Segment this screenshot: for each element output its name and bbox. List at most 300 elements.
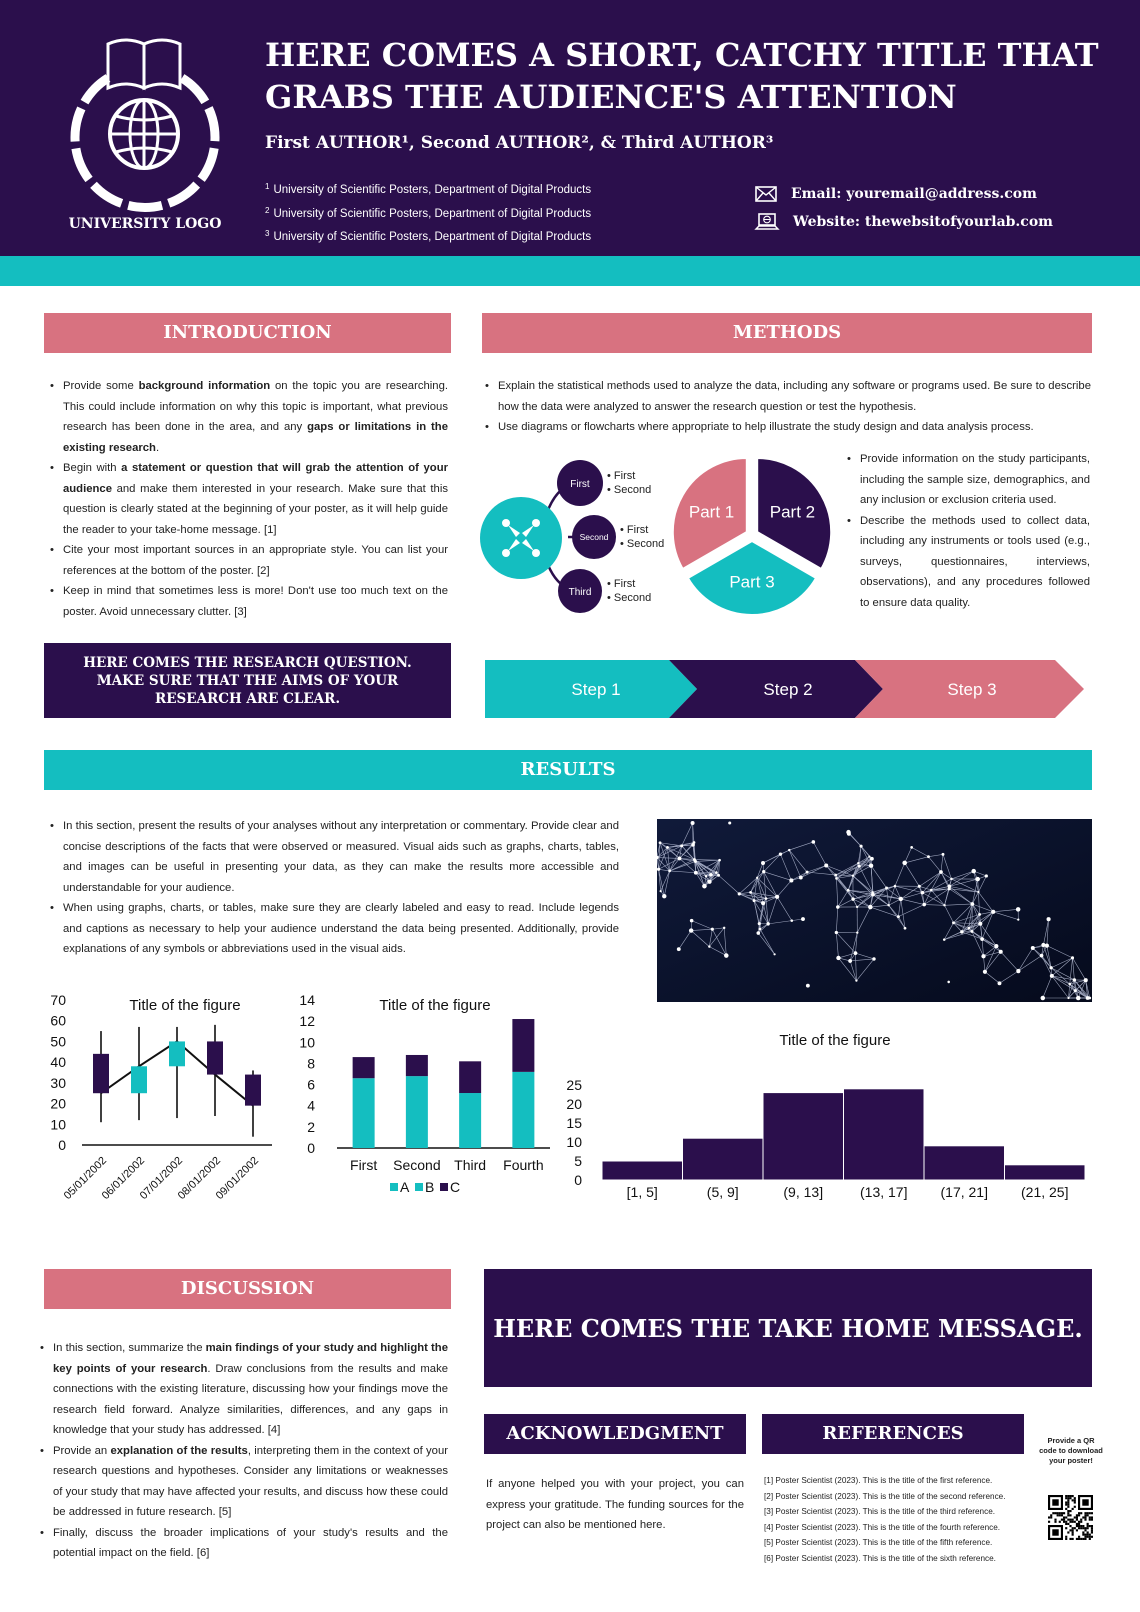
qr-module: [1048, 1516, 1050, 1518]
network-node: [659, 841, 662, 844]
step-3-label: Step 3: [947, 680, 997, 699]
network-node: [694, 871, 698, 875]
qr-module: [1065, 1536, 1067, 1538]
chart3-xtick-label: (9, 13]: [783, 1184, 824, 1200]
envelope-icon: [755, 186, 777, 202]
network-node: [927, 855, 930, 858]
qr-module: [1084, 1536, 1086, 1538]
network-node: [1088, 997, 1091, 1000]
network-node: [977, 891, 979, 893]
step-2-label: Step 2: [763, 680, 813, 699]
qr-module: [1074, 1499, 1076, 1501]
network-node: [666, 846, 669, 849]
qr-module: [1091, 1531, 1093, 1533]
network-node: [753, 899, 756, 902]
qr-module: [1091, 1519, 1093, 1521]
university-logo: [60, 30, 230, 240]
candlestick-chart: [40, 990, 290, 1235]
qr-module: [1087, 1527, 1089, 1529]
network-node: [715, 871, 718, 874]
chart1-ytick-label: 10: [50, 1116, 66, 1133]
network-node: [779, 852, 782, 855]
qr-module: [1082, 1531, 1084, 1533]
qr-module: [1067, 1523, 1069, 1525]
chart2-ytick-label: 8: [307, 1055, 315, 1072]
chart2-bar-A: [406, 1076, 428, 1148]
chart1-candle: [131, 1066, 147, 1093]
pie-label-2: Part 2: [769, 502, 816, 522]
network-node: [693, 841, 696, 844]
network-node: [978, 913, 981, 916]
chart1-ytick-label: 60: [50, 1012, 66, 1029]
qr-module: [1082, 1525, 1084, 1527]
network-node: [1084, 978, 1088, 982]
chart1-xtick-label: 05/01/2002: [61, 1154, 110, 1203]
qr-module: [1050, 1514, 1052, 1516]
tree-node-second-label: Second: [579, 532, 609, 542]
qr-module: [1069, 1529, 1071, 1531]
results-bullet-2: • When using graphs, charts, or tables, make sure they are clearly labeled and easy to read. Include legends and captions as necessary to help your audience understand the data being presented. Additionally, provide explanations of any symbols or abbreviations used in the visual aids.: [44, 898, 619, 960]
network-node: [998, 981, 1002, 985]
chart2-xtick-label: Fourth: [503, 1157, 544, 1173]
chart3-ytick-label: 10: [566, 1134, 582, 1150]
qr-module: [1061, 1512, 1063, 1514]
network-node: [668, 870, 671, 873]
qr-module: [1069, 1514, 1071, 1516]
qr-module: [1089, 1536, 1091, 1538]
qr-module: [1054, 1512, 1056, 1514]
qr-module: [1087, 1531, 1089, 1533]
network-node: [836, 956, 840, 960]
chart1-ytick-label: 0: [58, 1137, 66, 1153]
tree-sub-3b: • Second: [607, 592, 652, 604]
qr-module: [1078, 1538, 1080, 1540]
methods-pie-chart: [672, 455, 842, 620]
qr-module: [1069, 1510, 1071, 1512]
qr-module: [1063, 1521, 1065, 1523]
network-node: [689, 928, 693, 932]
website[interactable]: Website: thewebsitofyourlab.com: [793, 214, 1053, 230]
network-node: [897, 915, 900, 918]
qr-module: [1087, 1523, 1089, 1525]
chart3-bar: [1005, 1165, 1086, 1180]
qr-module: [1084, 1514, 1086, 1516]
network-node: [758, 922, 761, 925]
network-node: [759, 928, 762, 931]
qr-module: [1065, 1516, 1067, 1518]
take-home-message: HERE COMES THE TAKE HOME MESSAGE.: [484, 1269, 1092, 1387]
network-image: [657, 819, 1092, 1002]
qr-module: [1078, 1514, 1080, 1516]
pie-label-1: Part 1: [688, 502, 735, 522]
website-row: [755, 208, 1053, 236]
network-node: [870, 857, 874, 861]
qr-module: [1063, 1519, 1065, 1521]
qr-module: [1072, 1499, 1074, 1501]
qr-code-icon[interactable]: [1048, 1495, 1093, 1540]
network-node: [857, 862, 859, 864]
methods-tree-diagram: [480, 455, 690, 615]
introduction-text: [44, 376, 448, 622]
qr-module: [1065, 1527, 1067, 1529]
qr-module: [1061, 1514, 1063, 1516]
chart1-candle: [207, 1041, 223, 1074]
qr-module: [1076, 1519, 1078, 1521]
network-node: [705, 875, 707, 877]
poster-header: [0, 0, 1140, 256]
chart1-xtick-label: 09/01/2002: [213, 1154, 262, 1203]
network-node: [859, 845, 862, 848]
qr-module: [1067, 1501, 1069, 1503]
network-node: [801, 917, 805, 921]
network-node: [921, 891, 925, 895]
chart1-ytick-label: 20: [50, 1095, 66, 1112]
contact-info: [755, 180, 1053, 236]
methods-bullet-1: • Explain the statistical methods used to analyze the data, including any software or programs used. Be sure to describe how the data were analyzed to answer the research question or test the hypothesis.: [479, 376, 1091, 417]
network-node: [855, 980, 857, 982]
reference-item: [5] Poster Scientist (2023). This is the title of the fifth reference.: [764, 1538, 993, 1547]
network-node: [922, 903, 926, 907]
authors: First AUTHOR¹, Second AUTHOR², & Third AUTHOR³: [265, 133, 774, 153]
qr-module: [1067, 1506, 1069, 1508]
email-row: [755, 180, 1053, 208]
network-node: [846, 830, 850, 834]
qr-module: [1091, 1536, 1093, 1538]
qr-module: [1072, 1534, 1074, 1536]
network-node: [930, 889, 933, 892]
network-node: [902, 861, 907, 866]
chart2-bar-A: [512, 1072, 534, 1148]
step-1-label: Step 1: [571, 680, 621, 699]
qr-module: [1091, 1525, 1093, 1527]
qr-module: [1076, 1516, 1078, 1518]
histogram-chart: [566, 1025, 1095, 1215]
network-node: [950, 878, 953, 881]
qr-module: [1050, 1516, 1052, 1518]
qr-module: [1084, 1529, 1086, 1531]
results-heading: RESULTS: [44, 750, 1092, 790]
network-node: [761, 861, 765, 865]
network-node: [904, 927, 907, 930]
network-node: [943, 938, 946, 941]
network-node: [766, 922, 769, 925]
reference-item: [2] Poster Scientist (2023). This is the title of the second reference.: [764, 1491, 1006, 1501]
network-node: [761, 901, 765, 905]
qr-module: [1067, 1499, 1069, 1501]
network-node: [872, 893, 875, 896]
qr-module: [1074, 1497, 1076, 1499]
affiliation-3: $^3$ University of Scientific Posters, Department of Digital Products: [265, 229, 592, 243]
network-node: [756, 877, 758, 879]
reference-item: [6] Poster Scientist (2023). This is the title of the sixth reference.: [764, 1553, 996, 1563]
qr-module: [1065, 1538, 1067, 1540]
intro-bullet-4: • Keep in mind that sometimes less is more! Don't use too much text on the poster. Avoid unnecessary clutter. [3]: [44, 581, 448, 622]
network-node: [856, 931, 858, 933]
pie-label-3: Part 3: [729, 572, 775, 592]
qr-module: [1072, 1529, 1074, 1531]
network-node: [1017, 919, 1019, 921]
intro-bullet-3: • Cite your most important sources in an appropriate style. You can list your references at the bottom of the poster. [2]: [44, 540, 448, 581]
chart2-ytick-label: 2: [307, 1118, 315, 1135]
network-node: [1067, 997, 1069, 999]
network-node: [1041, 996, 1045, 1000]
network-node: [836, 905, 840, 909]
reference-item: [4] Poster Scientist (2023). This is the title of the fourth reference.: [764, 1522, 1001, 1532]
affiliations: [265, 177, 591, 248]
network-node: [910, 846, 913, 849]
chart2-ytick-label: 0: [307, 1140, 315, 1156]
network-node: [1073, 978, 1076, 981]
chart3-bar: [763, 1093, 844, 1180]
network-node: [835, 877, 838, 880]
qr-module: [1072, 1519, 1074, 1521]
chart1-ytick-label: 30: [50, 1074, 66, 1091]
qr-module: [1082, 1538, 1084, 1540]
network-node: [718, 859, 721, 862]
network-node: [724, 953, 729, 958]
qr-module: [1052, 1512, 1054, 1514]
network-node: [1041, 943, 1045, 947]
qr-module: [1089, 1516, 1091, 1518]
qr-module: [1082, 1534, 1084, 1536]
network-node: [948, 885, 952, 889]
tree-node-third-label: Third: [568, 587, 592, 598]
steps-flow: [485, 660, 1085, 718]
network-node: [677, 947, 681, 951]
chart3-bar: [602, 1161, 683, 1180]
chart2-legend-label: B: [425, 1179, 435, 1195]
qr-module: [1082, 1516, 1084, 1518]
chart2-ytick-label: 12: [299, 1013, 315, 1030]
book-globe-icon: [60, 30, 230, 210]
chart1-xtick-label: 08/01/2002: [175, 1154, 224, 1203]
chart2-ytick-label: 14: [299, 992, 315, 1008]
qr-module: [1078, 1523, 1080, 1525]
qr-module: [1072, 1495, 1074, 1497]
discussion-bullet-1: • In this section, summarize the main findings of your study and highlight the key points of your research. Draw conclusions from the results and make connections with the existing literature, discussing how your findings move the research field forward. Analyze similarities, differences, and any gaps in knowledge that your study has addressed. [4]: [34, 1338, 448, 1441]
network-node: [824, 863, 828, 867]
qr-module: [1069, 1497, 1071, 1499]
chart3-xtick-label: (17, 21]: [940, 1184, 988, 1200]
qr-module: [1067, 1514, 1069, 1516]
tree-sub-2a: • First: [620, 524, 649, 536]
qr-module: [1072, 1527, 1074, 1529]
qr-module: [1084, 1516, 1086, 1518]
network-node: [765, 897, 768, 900]
tree-sub-3a: • First: [607, 578, 636, 590]
network-node: [872, 957, 875, 960]
discussion-bullet-2: • Provide an explanation of the results, interpreting them in the context of your research questions and hypotheses. Consider any limitations or weaknesses of your study that may have affected your results, and discuss how these could be addressed in future research. [5]: [34, 1441, 448, 1523]
qr-finder-center: [1082, 1499, 1088, 1505]
qr-module: [1084, 1534, 1086, 1536]
network-node: [985, 874, 988, 877]
qr-module: [1054, 1521, 1056, 1523]
logo-label: UNIVERSITY LOGO: [68, 216, 222, 232]
network-node: [851, 897, 854, 900]
chart1-candle: [93, 1054, 109, 1093]
qr-module: [1067, 1510, 1069, 1512]
qr-module: [1065, 1504, 1067, 1506]
network-node: [806, 984, 810, 988]
affiliation-1: $^1$ University of Scientific Posters, Department of Digital Products: [265, 182, 592, 196]
chart2-title: Title of the figure: [379, 997, 491, 1014]
qr-module: [1076, 1525, 1078, 1527]
qr-module: [1091, 1527, 1093, 1529]
network-node: [660, 890, 662, 892]
chart1-xtick-label: 07/01/2002: [137, 1154, 186, 1203]
network-node: [773, 953, 775, 955]
chart2-bar-A: [459, 1093, 481, 1148]
results-bullet-1: • In this section, present the results of your analyses without any interpretation or commentary. Provide clear and concise descriptions of the facts that were observed or measured. Visual aids such as graphs, charts, tables, and images can be useful in presenting your data, as they can make the results more accessible and understandable for your audience.: [44, 816, 619, 898]
qr-module: [1089, 1519, 1091, 1521]
chart3-xtick-label: (5, 9]: [706, 1184, 739, 1200]
network-node: [691, 821, 695, 825]
qr-module: [1065, 1508, 1067, 1510]
chart3-ytick-label: 5: [574, 1153, 582, 1169]
network-node: [1047, 917, 1051, 921]
qr-module: [1061, 1519, 1063, 1521]
qr-module: [1069, 1521, 1071, 1523]
qr-module: [1076, 1529, 1078, 1531]
reference-item: [3] Poster Scientist (2023). This is the title of the third reference.: [764, 1507, 996, 1516]
network-node: [1071, 956, 1074, 959]
qr-module: [1067, 1519, 1069, 1521]
network-node: [847, 889, 850, 892]
network-node: [834, 874, 837, 877]
network-node: [952, 921, 955, 924]
qr-module: [1076, 1538, 1078, 1540]
network-node: [887, 904, 889, 906]
qr-module: [1065, 1495, 1067, 1497]
network-node: [717, 874, 720, 877]
discussion-text: [34, 1338, 448, 1564]
qr-module: [1067, 1512, 1069, 1514]
qr-module: [1063, 1516, 1065, 1518]
network-node: [709, 873, 713, 877]
qr-module: [1065, 1501, 1067, 1503]
qr-module: [1080, 1527, 1082, 1529]
network-node: [702, 884, 707, 889]
qr-module: [1089, 1525, 1091, 1527]
network-node: [812, 840, 816, 844]
chart2-bar-C: [406, 1055, 428, 1076]
network-node: [680, 844, 683, 847]
qr-module: [1074, 1527, 1076, 1529]
chart3-ytick-label: 25: [566, 1077, 582, 1093]
network-node: [690, 919, 694, 923]
qr-module: [1072, 1531, 1074, 1533]
network-node: [1049, 966, 1052, 969]
chart2-legend-label: A: [400, 1179, 410, 1195]
qr-module: [1076, 1523, 1078, 1525]
network-node: [994, 944, 998, 948]
network-node: [947, 981, 950, 984]
affiliation-2: $^2$ University of Scientific Posters, Department of Digital Products: [265, 205, 592, 220]
chart2-bar-C: [512, 1019, 534, 1072]
chart3-xtick-label: (13, 17]: [860, 1184, 908, 1200]
network-node: [1031, 946, 1035, 950]
stacked-bar-chart: [295, 990, 565, 1235]
chart3-title: Title of the figure: [779, 1032, 891, 1049]
network-node: [756, 931, 760, 935]
email[interactable]: Email: youremail@address.com: [791, 186, 1037, 202]
introduction-heading: INTRODUCTION: [44, 313, 451, 353]
network-node: [657, 868, 660, 871]
chart2-ytick-label: 6: [307, 1076, 315, 1093]
chart2-ytick-label: 4: [307, 1097, 315, 1114]
qr-module: [1067, 1495, 1069, 1497]
poster-title: HERE COMES A SHORT, CATCHY TITLE THAT GRABS THE AUDIENCE'S ATTENTION: [265, 36, 1099, 116]
network-node: [980, 937, 984, 941]
network-node: [678, 856, 682, 860]
tree-node-first-label: First: [570, 479, 590, 490]
qr-module: [1054, 1519, 1056, 1521]
network-node: [707, 880, 711, 884]
qr-module: [1078, 1527, 1080, 1529]
qr-module: [1063, 1512, 1065, 1514]
qr-module: [1080, 1525, 1082, 1527]
intro-bullet-1: • Provide some background information on the topic you are researching. This could include information on why this topic is important, what previous research has been done in the area, and any gaps or limitations in the existing research.: [44, 376, 448, 458]
network-node: [762, 870, 765, 873]
network-node: [848, 959, 852, 963]
qr-module: [1065, 1523, 1067, 1525]
discussion-bullet-3: • Finally, discuss the broader implications of your study's results and the potential impact on the field. [6]: [34, 1523, 448, 1564]
network-node: [975, 877, 979, 881]
tree-sub-1b: • Second: [607, 484, 652, 496]
chart3-xtick-label: [1, 5]: [626, 1184, 658, 1200]
network-node: [856, 906, 858, 908]
network-node: [662, 894, 666, 898]
qr-module: [1091, 1512, 1093, 1514]
qr-module: [1091, 1516, 1093, 1518]
chart2-legend-swatch: [415, 1183, 423, 1191]
acknowledgment-text: If anyone helped you with your project, you can express your gratitude. The funding sources for the project can also be mentioned here.: [486, 1478, 744, 1531]
tree-sub-1a: • First: [607, 470, 636, 482]
network-node: [790, 919, 793, 922]
qr-module: [1087, 1525, 1089, 1527]
chart2-ytick-label: 10: [299, 1034, 315, 1051]
network-node: [942, 853, 945, 856]
qr-module: [1087, 1534, 1089, 1536]
network-node: [788, 849, 790, 851]
qr-module: [1080, 1521, 1082, 1523]
network-node: [1040, 954, 1044, 958]
discussion-heading: DISCUSSION: [44, 1269, 451, 1309]
qr-module: [1072, 1538, 1074, 1540]
qr-module: [1091, 1529, 1093, 1531]
qr-module: [1087, 1536, 1089, 1538]
qr-module: [1065, 1497, 1067, 1499]
methods-side-bullet-2: • Describe the methods used to collect data, including any instruments or tools used (e.g., surveys, questionnaires, interviews, observations), and any procedures followed to ensure data quality.: [841, 511, 1090, 614]
network-node: [943, 904, 945, 906]
chart2-bar-A: [353, 1078, 375, 1148]
qr-module: [1089, 1538, 1091, 1540]
intro-bullet-2: • Begin with a statement or question that will grab the attention of your audience and make them interested in your research. Make sure that this question is clearly stated at the beginning of your poster, as it will help guide the reader to your take-home message. [1]: [44, 458, 448, 540]
chart2-legend-label: C: [450, 1179, 461, 1195]
qr-module: [1087, 1512, 1089, 1514]
network-node: [970, 902, 974, 906]
network-node: [939, 870, 943, 874]
qr-module: [1089, 1534, 1091, 1536]
qr-module: [1048, 1521, 1050, 1523]
qr-module: [1078, 1512, 1080, 1514]
qr-module: [1067, 1504, 1069, 1506]
network-node: [1076, 996, 1081, 1001]
network-node: [1050, 974, 1054, 978]
qr-module: [1069, 1495, 1071, 1497]
network-node: [852, 874, 854, 876]
network-node: [806, 871, 809, 874]
